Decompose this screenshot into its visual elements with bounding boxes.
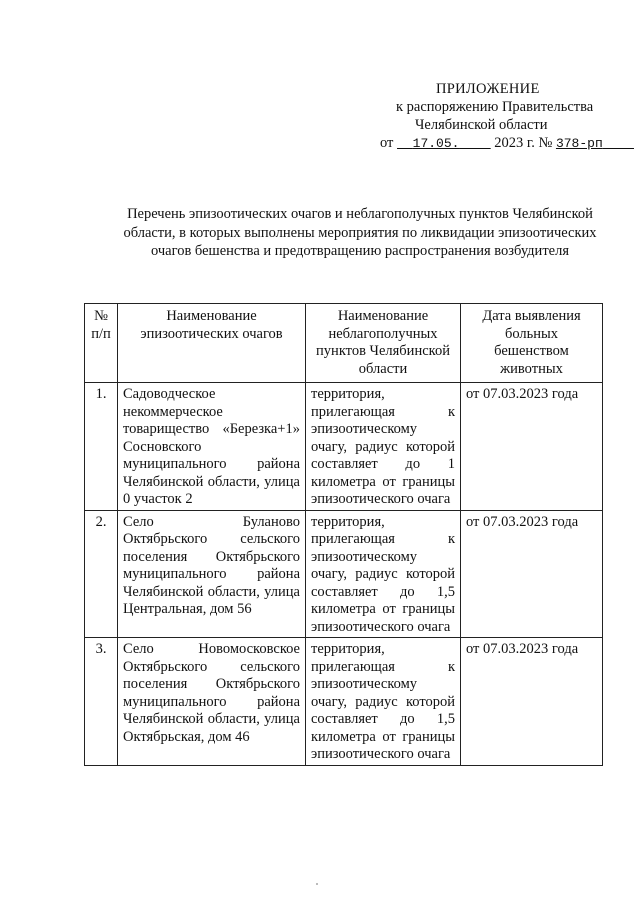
row-date: от 07.03.2023 года bbox=[461, 383, 603, 511]
column-header-date: Дата выявления больных бешенством животных bbox=[461, 304, 603, 383]
row-point: территория, прилегающая к эпизоотическому очагу, радиус которой составляет до 1,5 километра от границы эпизоотического очага bbox=[306, 638, 461, 766]
row-focus: Садоводческое некоммерческое товарищество «Березка+1» Сосновского муниципального района Челябинской области, улица 0 участок 2 bbox=[118, 383, 306, 511]
table-row bbox=[85, 510, 603, 638]
row-number: 2. bbox=[85, 510, 118, 638]
row-focus: Село Новомосковское Октябрьского сельского поселения Октябрьского муниципального района Челябинской области, улица Октябрьская, дом 46 bbox=[118, 638, 306, 766]
row-date: от 07.03.2023 года bbox=[461, 638, 603, 766]
row-number: 1. bbox=[85, 383, 118, 511]
row-point: территория, прилегающая к эпизоотическому очагу, радиус которой составляет до 1 километра от границы эпизоотического очага bbox=[306, 383, 461, 511]
appendix-title: ПРИЛОЖЕНИЕ bbox=[436, 81, 540, 97]
order-number: 378-рп bbox=[555, 136, 603, 151]
column-header-point: Наименование неблагополучных пунктов Челябинской области bbox=[306, 304, 461, 383]
scan-speck bbox=[316, 883, 318, 885]
row-date: от 07.03.2023 года bbox=[461, 510, 603, 638]
appendix-date-number-line bbox=[370, 134, 620, 153]
row-number: 3. bbox=[85, 638, 118, 766]
order-date: 17.05. bbox=[412, 136, 460, 151]
column-header-focus: Наименование эпизоотических очагов bbox=[118, 304, 306, 383]
table-row bbox=[85, 638, 603, 766]
foci-table bbox=[84, 303, 603, 766]
row-point: территория, прилегающая к эпизоотическому очагу, радиус которой составляет до 1,5 километра от границы эпизоотического очага bbox=[306, 510, 461, 638]
table-header-row bbox=[85, 304, 603, 383]
row-focus: Село Буланово Октябрьского сельского поселения Октябрьского муниципального района Челябинской области, улица Центральная, дом 56 bbox=[118, 510, 306, 638]
table-row bbox=[85, 383, 603, 511]
document-title: Перечень эпизоотических очагов и неблагополучных пунктов Челябинской области, в которых выполнены мероприятия по ликвидации эпизоотических очагов бешенства и предотвращению распространения возбудителя bbox=[123, 206, 597, 259]
appendix-region-line: Челябинской области bbox=[415, 117, 548, 133]
document-header bbox=[370, 80, 620, 153]
date-prefix: от bbox=[380, 135, 394, 151]
appendix-ref-line: к распоряжению Правительства bbox=[396, 99, 594, 115]
order-year-label: 2023 г. № bbox=[494, 135, 553, 151]
column-header-number: № п/п bbox=[85, 304, 118, 383]
